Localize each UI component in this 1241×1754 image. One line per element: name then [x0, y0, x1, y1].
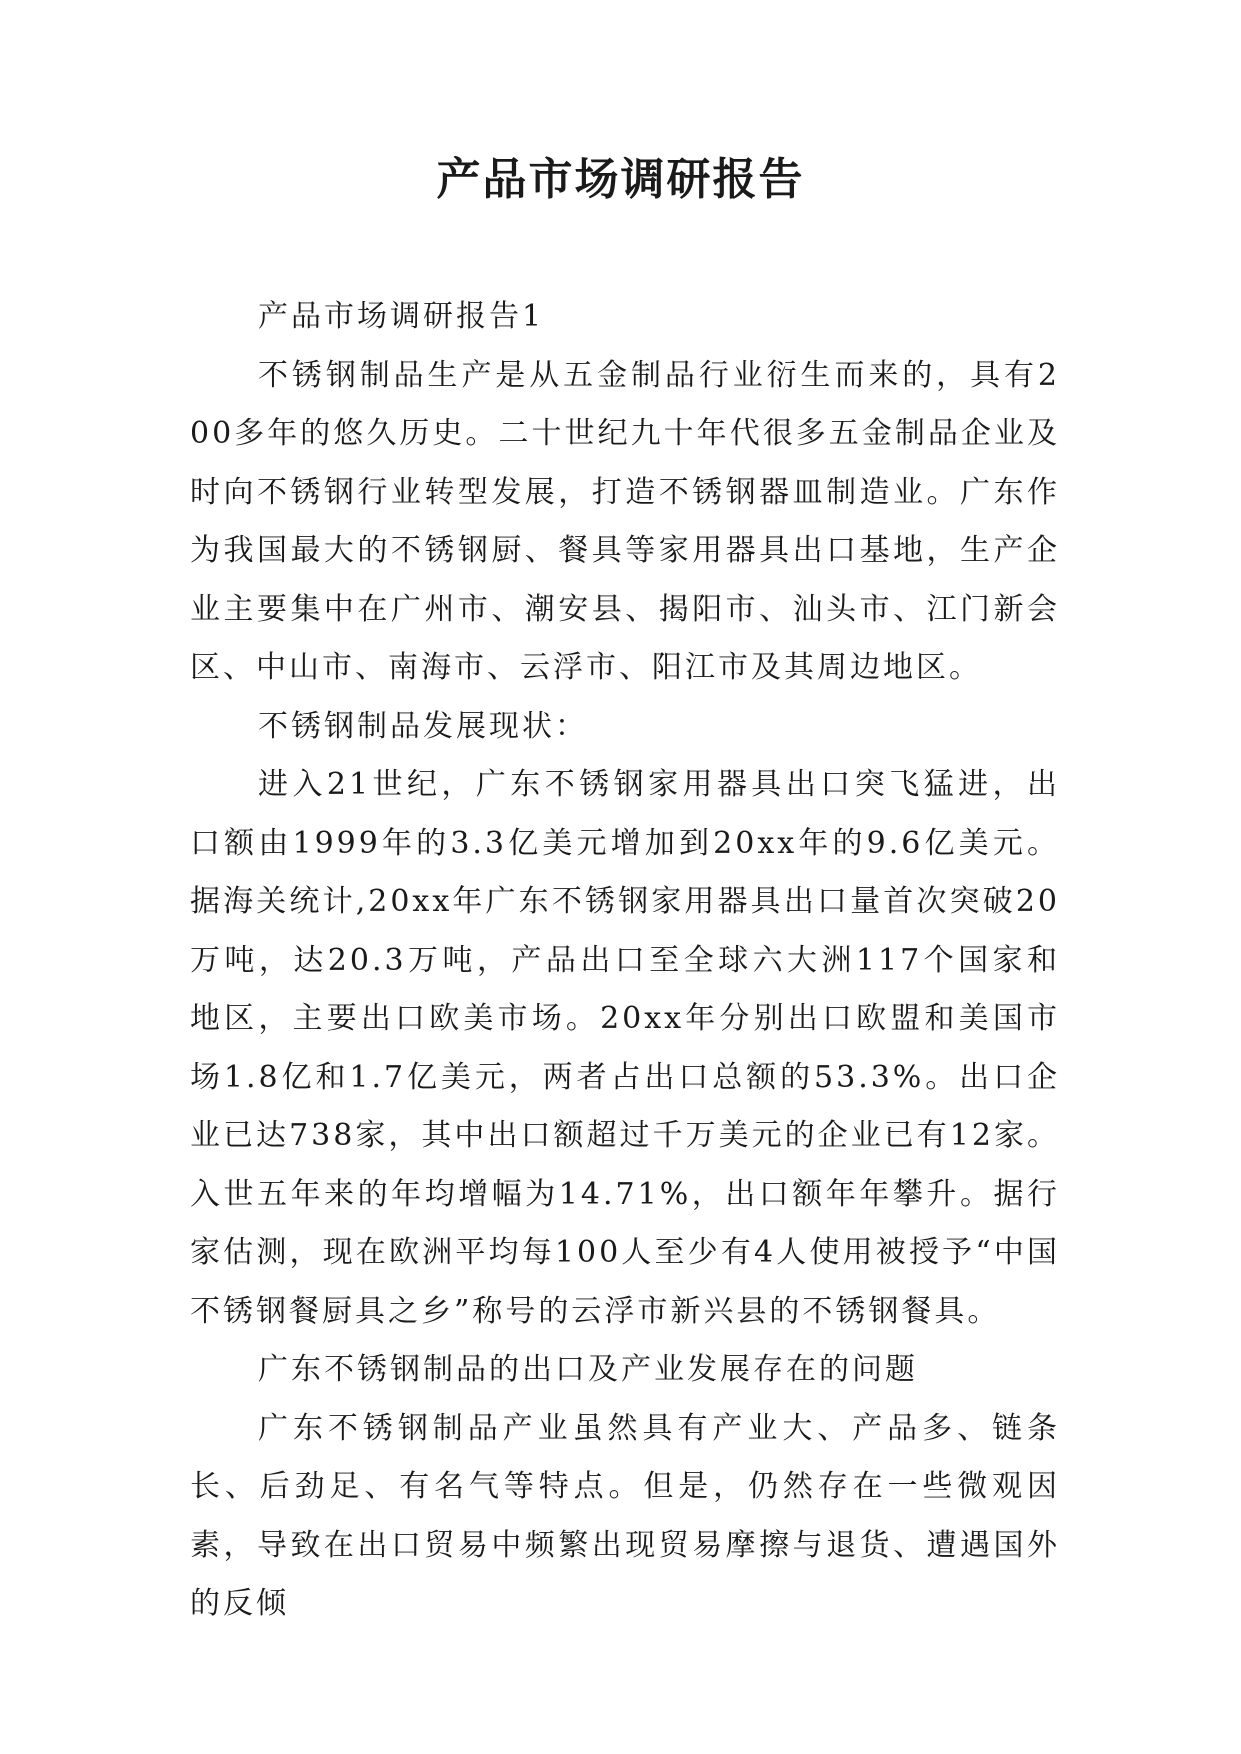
document-body: [190, 288, 1060, 1634]
section-heading-report-1: 产品市场调研报告1: [258, 299, 545, 334]
section-heading-problems: 广东不锈钢制品的出口及产业发展存在的问题: [258, 1352, 918, 1387]
paragraph-intro: 不锈钢制品生产是从五金制品行业衍生而来的，具有200多年的悠久历史。二十世纪九十年代很多五金制品企业及时向不锈钢行业转型发展，打造不锈钢器皿制造业。广东作为我国最大的不锈钢厨、餐具等家用器具出口基地，生产企业主要集中在广州市、潮安县、揭阳市、汕头市、江门新会区、中山市、南海市、云浮市、阳江市及其周边地区。: [190, 357, 1060, 685]
document-title: 产品市场调研报告: [436, 154, 805, 205]
paragraph-problems: 广东不锈钢制品产业虽然具有产业大、产品多、链条长、后劲足、有名气等特点。但是，仍然存在一些微观因素，导致在出口贸易中频繁出现贸易摩擦与退货、遭遇国外的反倾: [190, 1410, 1060, 1621]
section-heading-status: 不锈钢制品发展现状：: [258, 708, 588, 744]
paragraph-status: 进入21世纪，广东不锈钢家用器具出口突飞猛进，出口额由1999年的3.3亿美元增加到20xx年的9.6亿美元。据海关统计,20xx年广东不锈钢家用器具出口量首次突破20万吨，达20.3万吨，产品出口至全球六大洲117个国家和地区，主要出口欧美市场。20xx年分别出口欧盟和美国市场1.8亿和1.7亿美元，两者占出口总额的53.3%。出口企业已达738家，其中出口额超过千万美元的企业已有12家。入世五年来的年均增幅为14.71%，出口额年年攀升。据行家估测，现在欧洲平均每100人至少有4人使用被授予“中国不锈钢餐厨具之乡”称号的云浮市新兴县的不锈钢餐具。: [190, 767, 1060, 1329]
